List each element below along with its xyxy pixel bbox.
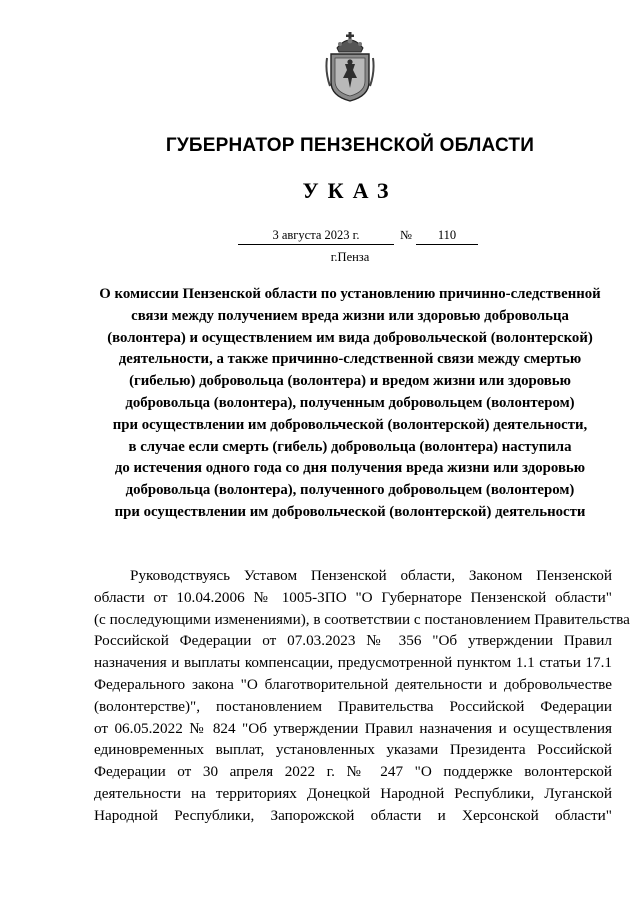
document-body [94,565,630,827]
title-line: О комиссии Пензенской области по установлению причинно-следственной [99,286,601,302]
document-number: 110 [416,228,478,245]
body-line: (волонтерстве)", постановлением Правительства Российской Федерации [94,697,612,715]
title-line: при осуществлении им добровольческой (волонтерской) деятельности [114,503,586,520]
body-line: области от 10.04.2006 № 1005-ЗПО "О Губернаторе Пензенской области" [94,588,612,606]
title-line: в случае если смерть (гибель) добровольца (волонтера) наступила [128,438,572,455]
number-sign: № [400,228,412,242]
body-line: от 06.05.2022 № 824 "Об утверждении Правил назначения и осуществления [94,719,612,737]
body-line: Федерального закона "О благотворительной деятельности и добровольчестве [94,675,612,693]
title-line: до истечения одного года со дня получения вреда жизни или здоровью [114,460,586,477]
document-title [88,284,612,524]
issuer-heading: ГУБЕРНАТОР ПЕНЗЕНСКОЙ ОБЛАСТИ [165,135,535,156]
document-city: г.Пенза [330,250,370,264]
title-line: (волонтера) и осуществлением им вида добровольческой (волонтерской) [107,329,593,346]
title-line: добровольца (волонтера), полученного добровольцем (волонтером) [125,482,575,499]
body-line: Федерации от 30 апреля 2022 г. № 247 "О поддержке волонтерской [94,763,612,781]
document-date: 3 августа 2023 г. [238,228,394,245]
body-line: Российской Федерации от 07.03.2023 № 356 "Об утверждении Правил [94,632,612,650]
coat-of-arms-icon [325,30,375,102]
title-line: добровольца (волонтера), полученным добровольцем (волонтером) [125,394,575,411]
title-line: (гибелью) добровольца (волонтера) и вредом жизни или здоровью [129,373,571,390]
title-line: связи между получением вреда жизни или здоровью добровольца [131,307,569,324]
title-line: деятельности, а также причинно-следственной связи между смертью [118,351,582,368]
body-line: деятельности на территориях Донецкой Народной Республики, Луганской [94,784,612,802]
body-line: единовременных выплат, установленных указами Президента Российской [94,741,612,759]
title-line: при осуществлении им добровольческой (волонтерской) деятельности, [112,416,588,433]
document-type: УКАЗ [302,178,398,203]
body-line: Руководствуясь Уставом Пензенской области, Законом Пензенской [130,567,612,584]
body-line: назначения и выплаты компенсации, предусмотренной пунктом 1.1 статьи 17.1 [94,654,612,672]
body-line: Народной Республики, Запорожской области и Херсонской области" [94,806,612,824]
body-line: (с последующими изменениями), в соответствии с постановлением Правительства [94,610,630,628]
